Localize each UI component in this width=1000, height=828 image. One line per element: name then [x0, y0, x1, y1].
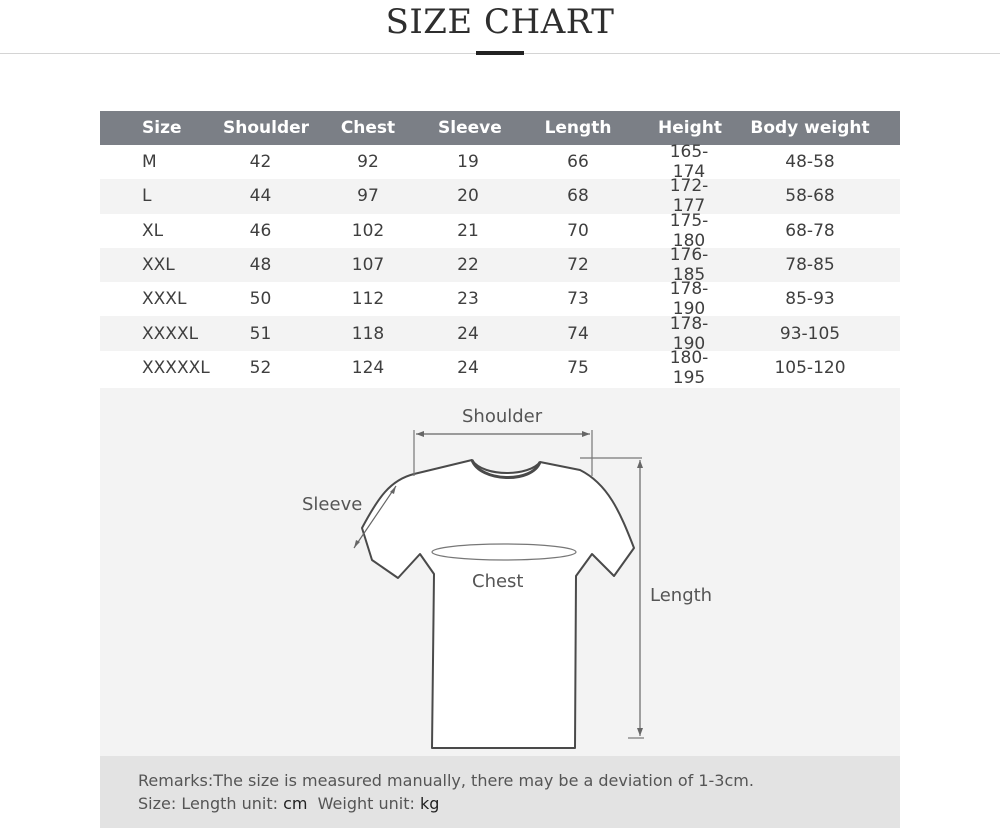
cell-length: 66 [567, 152, 589, 173]
cell-size: XXL [142, 255, 175, 276]
cell-body-weight: 58-68 [785, 186, 835, 207]
cell-chest: 107 [351, 255, 385, 276]
header-shoulder: Shoulder [223, 118, 310, 138]
table-row [100, 245, 900, 286]
shoulder-arrowhead-right [582, 431, 590, 437]
cell-body-weight: 93-105 [779, 323, 841, 344]
cell-height: 178-190 [669, 279, 709, 320]
cell-length: 68 [567, 186, 589, 207]
cell-shoulder: 44 [249, 186, 272, 207]
weight-unit: kg [419, 794, 440, 813]
cell-chest: 112 [351, 289, 385, 310]
remarks-box [100, 756, 900, 828]
cell-length: 72 [567, 255, 589, 276]
cell-length: 73 [567, 289, 589, 310]
cell-sleeve: 22 [457, 255, 479, 276]
length-arrowhead-bottom [637, 728, 643, 736]
header-body-weight: Body weight [750, 118, 870, 138]
cell-size: XXXL [142, 289, 187, 310]
cell-shoulder: 48 [249, 255, 272, 276]
cell-body-weight: 105-120 [774, 357, 846, 378]
cell-body-weight: 85-93 [785, 289, 835, 310]
table-row [100, 279, 900, 320]
cell-sleeve: 23 [457, 289, 479, 310]
cell-height: 178-190 [669, 313, 709, 354]
cell-size: M [142, 152, 157, 173]
table-header [100, 111, 900, 145]
header-height: Height [658, 118, 722, 138]
cell-height: 176-185 [669, 245, 709, 286]
sleeve-label: Sleeve [302, 494, 363, 515]
table-row [100, 142, 900, 183]
cell-sleeve: 20 [457, 186, 479, 207]
units-text [138, 794, 439, 813]
weight-unit-prefix: Weight unit: [307, 794, 420, 813]
table-row [100, 347, 900, 388]
header-length: Length [544, 118, 612, 138]
header-size: Size [142, 118, 182, 138]
cell-length: 70 [567, 220, 589, 241]
cell-sleeve: 21 [457, 220, 479, 241]
cell-size: XXXXXL [142, 357, 210, 378]
cell-body-weight: 48-58 [785, 152, 835, 173]
cell-shoulder: 52 [249, 357, 272, 378]
cell-length: 74 [567, 323, 589, 344]
cell-shoulder: 42 [249, 152, 272, 173]
cell-body-weight: 68-78 [785, 220, 835, 241]
cell-chest: 92 [357, 152, 379, 173]
cell-height: 180-195 [669, 347, 709, 388]
title-accent-bar [476, 51, 524, 55]
cell-chest: 124 [351, 357, 385, 378]
measurement-diagram [100, 388, 900, 756]
page-title: SIZE CHART [385, 2, 615, 42]
cell-height: 175-180 [669, 210, 709, 251]
length-unit: cm [283, 794, 308, 813]
cell-shoulder: 51 [249, 323, 272, 344]
chest-label: Chest [472, 571, 524, 592]
remarks-text: Remarks:The size is measured manually, there may be a deviation of 1-3cm. [138, 771, 754, 790]
cell-height: 165-174 [669, 142, 709, 183]
shoulder-arrowhead-left [416, 431, 424, 437]
length-unit-prefix: Size: Length unit: [138, 794, 284, 813]
cell-sleeve: 24 [457, 357, 479, 378]
shoulder-label: Shoulder [462, 406, 543, 427]
cell-sleeve: 24 [457, 323, 479, 344]
cell-chest: 97 [357, 186, 379, 207]
size-table [100, 111, 900, 388]
cell-chest: 118 [351, 323, 385, 344]
length-label: Length [650, 585, 713, 606]
cell-shoulder: 46 [249, 220, 272, 241]
header-chest: Chest [340, 118, 396, 138]
cell-size: XL [142, 220, 164, 241]
cell-sleeve: 19 [457, 152, 479, 173]
table-row [100, 313, 900, 354]
cell-chest: 102 [351, 220, 385, 241]
table-row [100, 210, 900, 251]
cell-length: 75 [567, 357, 589, 378]
cell-size: L [142, 186, 152, 207]
cell-size: XXXXL [142, 323, 199, 344]
tshirt-outline [362, 460, 634, 748]
length-arrowhead-top [637, 460, 643, 468]
table-row [100, 176, 900, 217]
cell-shoulder: 50 [249, 289, 272, 310]
cell-height: 172-177 [669, 176, 709, 217]
header-sleeve: Sleeve [438, 118, 502, 138]
cell-body-weight: 78-85 [785, 255, 835, 276]
